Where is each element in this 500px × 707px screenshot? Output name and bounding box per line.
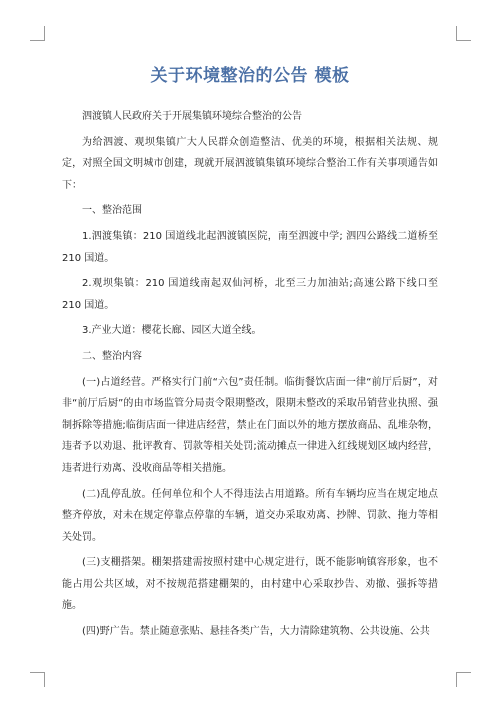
paragraph-notice-heading: 泗渡镇人民政府关于开展集镇环境综合整治的公告 [82, 111, 302, 122]
crop-mark-bottom-left [30, 672, 45, 687]
section-heading-content: 二、整治内容 [82, 350, 142, 362]
paragraph-content-4: (四)野广告。禁止随意张贴、悬挂各类广告，大力清除建筑物、公共设施、公共 [82, 626, 430, 638]
crop-mark-top-right [456, 26, 471, 41]
paragraph-content-1: (一)占道经营。严格实行门前“六包”责任制。临街餐饮店面一律“前厅后厨”，对非“前厅后厨”的由市场监管分局责令限期整改，限期未整改的采取吊销营业执照、强制拆除等措施;临街店面一律进店经营，禁止在门面以外的地方摆放商品、乱堆杂物，违者予以劝退、批评教育、罚款等相关处罚;流动摊点一律进入红线规划区域内经营，违者进行劝离、没收商品等相关措施。 [62, 376, 438, 474]
paragraph-scope-1: 1.泗渡集镇：210 国道线北起泗渡镇医院，南至泗渡中学; 泗四公路线二道桥至 210 国道。 [62, 230, 438, 264]
paragraph-content-3: (三)支棚搭架。棚架搭建需按照村建中心规定进行，既不能影响镇容形象，也不能占用公共区域，对不按规范搭建棚架的，由村建中心采取抄告、劝撤、强拆等措施。 [62, 557, 438, 612]
document-body [62, 106, 438, 647]
section-heading-scope: 一、整治范围 [82, 205, 142, 217]
crop-mark-top-left [30, 26, 45, 41]
paragraph-intro: 为给泗渡、观坝集镇广大人民群众创造整洁、优美的环境，根据相关法规、规定，对照全国文明城市创建，现就开展泗渡镇集镇环境综合整治工作有关事项通告如下： [62, 136, 438, 191]
document-title: 关于环境整治的公告 模板 [150, 66, 350, 86]
crop-mark-bottom-right [456, 672, 471, 687]
paragraph-scope-2: 2.观坝集镇：210 国道线南起双仙河桥，北至三力加油站;高速公路下线口至 210 国道。 [62, 278, 438, 311]
paragraph-scope-3: 3.产业大道：樱花长廊、园区大道全线。 [82, 325, 262, 337]
paragraph-content-2: (二)乱停乱放。任何单位和个人不得违法占用道路。所有车辆均应当在规定地点整齐停放，对未在规定停靠点停靠的车辆，道交办采取劝离、抄牌、罚款、拖力等相关处罚。 [62, 488, 438, 543]
